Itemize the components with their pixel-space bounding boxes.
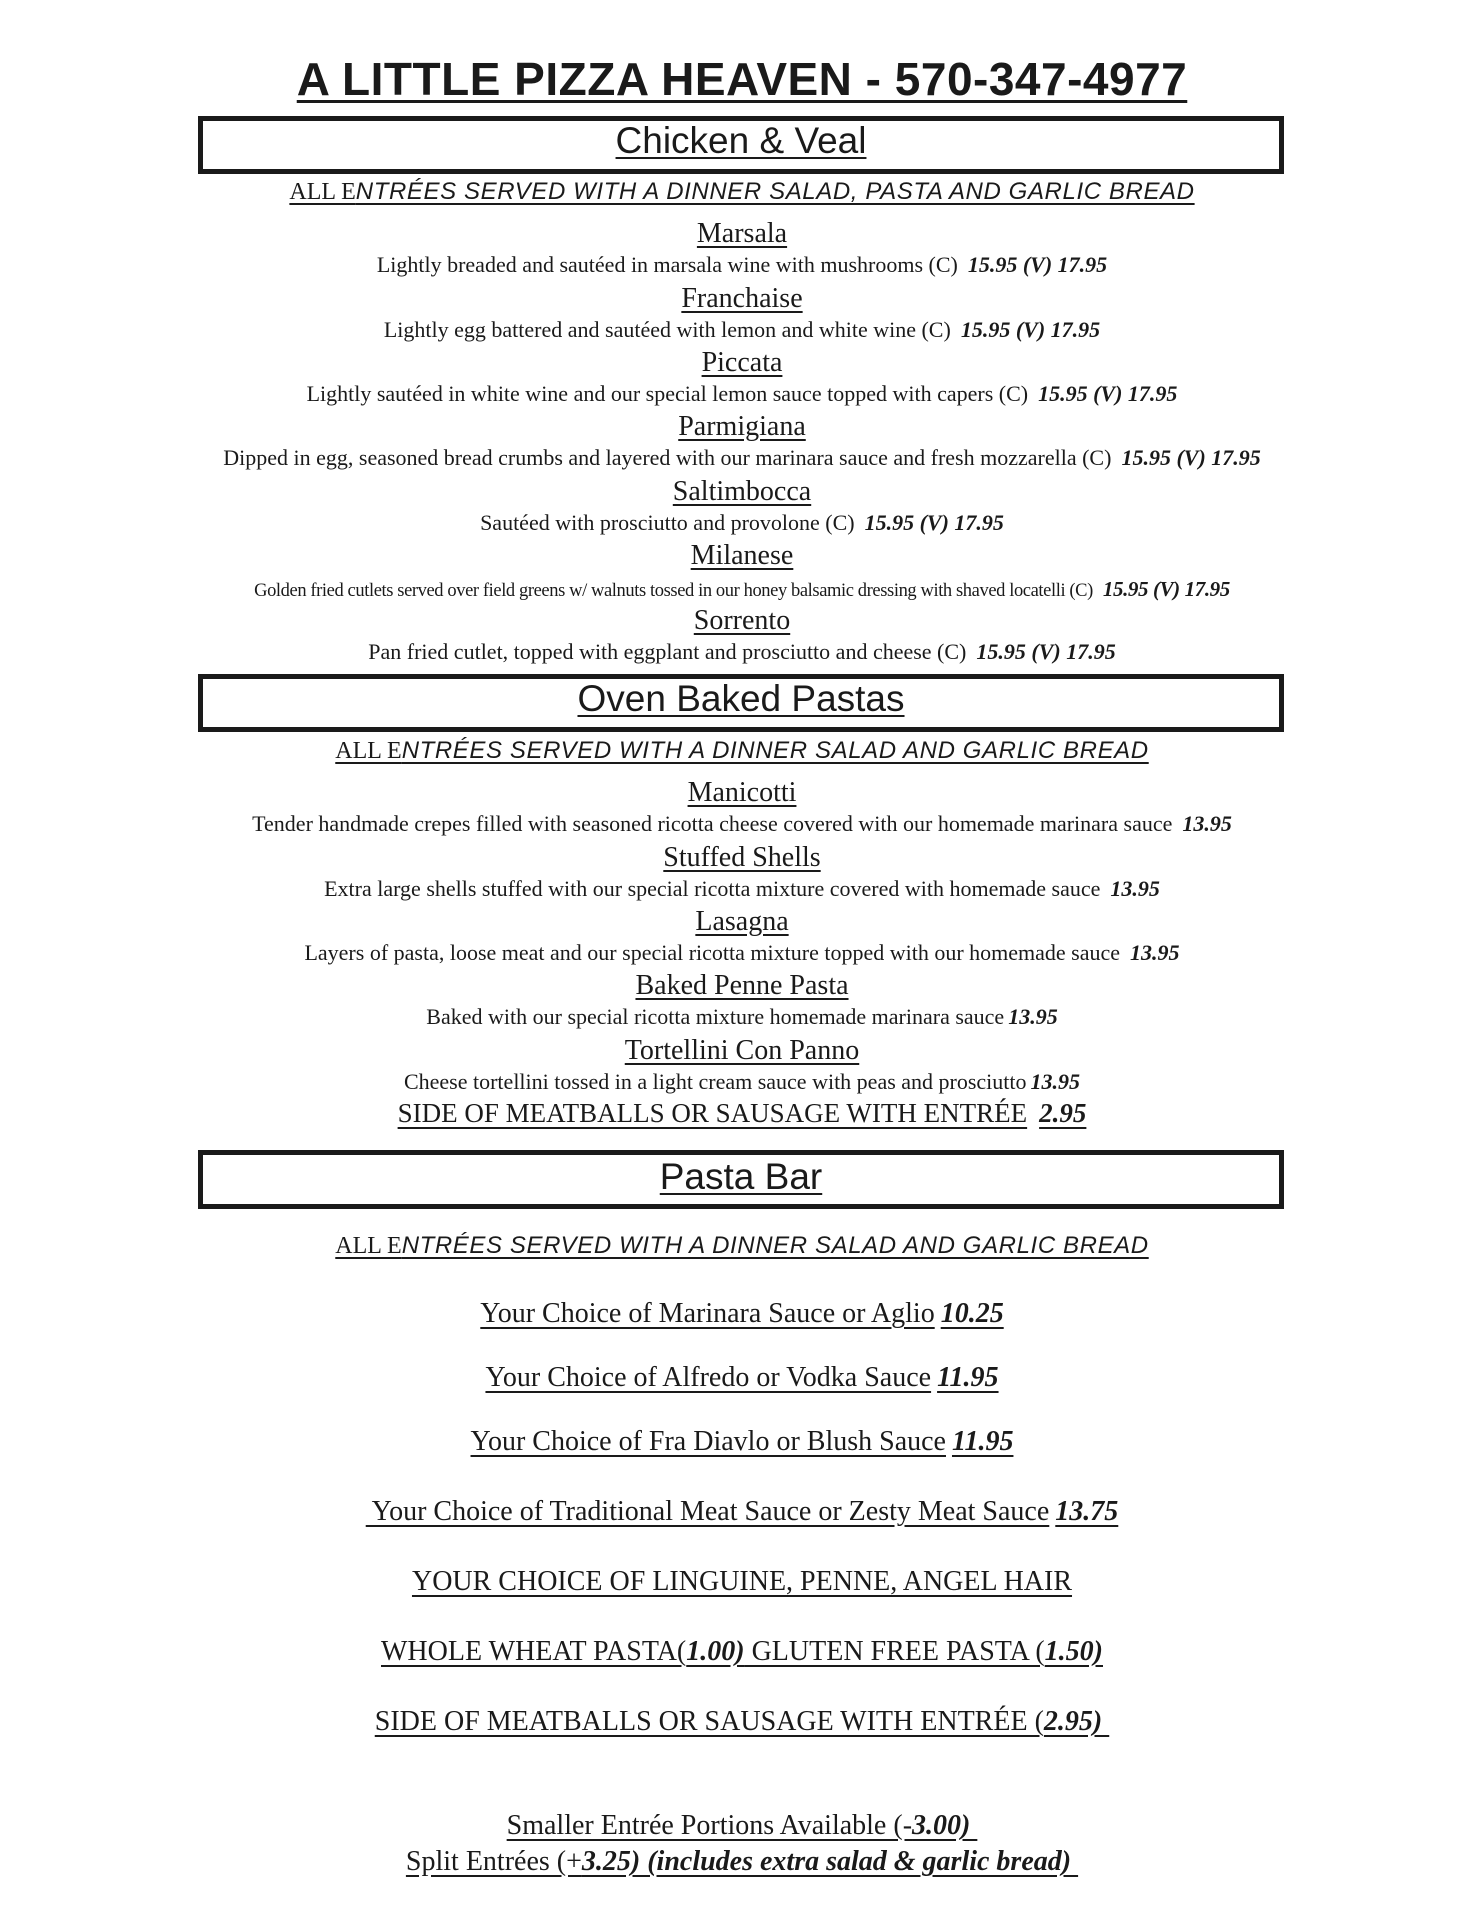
menu-item-name: Manicotti <box>687 777 797 808</box>
smaller-text: Smaller Entrée Portions Available (- <box>506 1810 913 1841</box>
served-note-start: ALL E <box>335 738 402 764</box>
gluten-price: 1.50) <box>1044 1636 1103 1667</box>
menu-item-name: Milanese <box>690 540 794 571</box>
menu-item-desc <box>0 811 1484 837</box>
desc-text: Dipped in egg, seasoned bread crumbs and layered with our marinara sauce and fresh mozzarella (C) <box>223 445 1112 470</box>
menu-item-price: 13.95 <box>1110 876 1160 901</box>
menu-item-name: Franchaise <box>681 283 803 314</box>
option-price: 11.95 <box>951 1426 1014 1457</box>
smaller-portions-note <box>0 1810 1484 1842</box>
served-note-rest: NTRÉES SERVED WITH A DINNER SALAD AND GARLIC BREAD <box>401 737 1149 764</box>
desc-text: Baked with our special ricotta mixture homemade marinara sauce <box>426 1004 1005 1029</box>
menu-item-desc <box>0 876 1484 902</box>
menu-item-price: 13.95 <box>1030 1069 1081 1094</box>
split-price: 3.25) (includes extra salad & garlic bread) <box>581 1846 1079 1877</box>
section-title-chicken-veal: Chicken & Veal <box>615 120 867 161</box>
option-text: Your Choice of Alfredo or Vodka Sauce <box>485 1362 932 1393</box>
desc-text: Extra large shells stuffed with our special ricotta mixture covered with homemade sauce <box>324 876 1101 901</box>
split-text: Split Entrées (+ <box>405 1846 582 1877</box>
pasta-upgrade-note <box>0 1636 1484 1668</box>
desc-text: Golden fried cutlets served over field greens w/ walnuts tossed in our honey balsamic dressing with shaved locatelli (C) <box>254 581 1093 601</box>
menu-item-price: 15.95 (V) 17.95 <box>1121 445 1261 470</box>
menu-item-name: Marsala <box>696 218 788 249</box>
desc-text: Layers of pasta, loose meat and our special ricotta mixture topped with our homemade sauce <box>304 940 1121 965</box>
menu-item-price: 15.95 (V) 17.95 <box>864 510 1004 535</box>
menu-item-price: 13.95 <box>1182 811 1232 836</box>
option-text: Your Choice of Marinara Sauce or Aglio <box>480 1298 935 1329</box>
menu-item-name: Parmigiana <box>678 411 806 442</box>
wheat-price: 1.00) <box>686 1636 745 1667</box>
side-text: SIDE OF MEATBALLS OR SAUSAGE WITH ENTRÉE ( <box>374 1706 1044 1737</box>
desc-text: Lightly breaded and sautéed in marsala wine with mushrooms (C) <box>376 252 958 277</box>
menu-item-name: Sorrento <box>693 605 791 636</box>
menu-item-desc <box>0 317 1484 343</box>
desc-text: Pan fried cutlet, topped with eggplant and prosciutto and cheese (C) <box>368 639 967 664</box>
menu-item-price: 13.95 <box>1130 940 1180 965</box>
served-note-pasta-bar <box>0 1232 1484 1260</box>
pasta-choice-note: YOUR CHOICE OF LINGUINE, PENNE, ANGEL HAIR <box>411 1566 1073 1597</box>
menu-item-name: Saltimbocca <box>672 476 812 507</box>
menu-item-desc <box>0 381 1484 407</box>
option-price: 11.95 <box>937 1362 999 1393</box>
desc-text: Sautéed with prosciutto and provolone (C) <box>480 510 855 535</box>
side-meatballs-note <box>0 1098 1484 1129</box>
menu-item-desc <box>0 577 1484 602</box>
menu-item-desc <box>0 1069 1484 1095</box>
pasta-bar-option <box>0 1496 1484 1528</box>
served-note-rest: NTRÉES SERVED WITH A DINNER SALAD AND GARLIC BREAD <box>401 1232 1149 1259</box>
option-price: 10.25 <box>940 1298 1004 1329</box>
menu-item-name: Piccata <box>701 347 783 378</box>
menu-item-price: 15.95 (V) 17.95 <box>967 252 1108 277</box>
side-meatballs-note <box>0 1706 1484 1738</box>
option-price: 13.75 <box>1055 1496 1119 1527</box>
menu-item-desc <box>0 639 1484 665</box>
gluten-text: GLUTEN FREE PASTA ( <box>744 1636 1045 1667</box>
pasta-bar-option <box>0 1426 1484 1458</box>
side-text: SIDE OF MEATBALLS OR SAUSAGE WITH ENTRÉE <box>397 1098 1028 1128</box>
side-price: 2.95) <box>1043 1706 1110 1737</box>
served-note-rest: NTRÉES SERVED WITH A DINNER SALAD, PASTA AND GARLIC BREAD <box>355 178 1195 205</box>
served-note-oven-baked <box>0 737 1484 765</box>
menu-item-desc <box>0 252 1484 278</box>
desc-text: Lightly egg battered and sautéed with lemon and white wine (C) <box>383 317 951 342</box>
served-note-chicken-veal <box>0 178 1484 206</box>
pasta-bar-option <box>0 1298 1484 1330</box>
section-title-pasta-bar: Pasta Bar <box>659 1156 823 1197</box>
menu-item-name: Lasagna <box>695 906 789 937</box>
split-entrees-note <box>0 1846 1484 1878</box>
desc-text: Tender handmade crepes filled with seasoned ricotta cheese covered with our homemade marinara sauce <box>252 811 1173 836</box>
menu-item-name: Stuffed Shells <box>663 842 821 873</box>
smaller-price: 3.00) <box>912 1810 978 1841</box>
menu-item-desc <box>0 445 1484 471</box>
restaurant-title: A LITTLE PIZZA HEAVEN - 570-347-4977 <box>296 53 1188 105</box>
menu-item-price: 13.95 <box>1008 1004 1058 1029</box>
menu-item-price: 15.95 (V) 17.95 <box>1102 577 1230 601</box>
menu-item-price: 15.95 (V) 17.95 <box>960 317 1101 342</box>
menu-item-price: 15.95 (V) 17.95 <box>976 639 1116 664</box>
menu-item-desc <box>0 510 1484 536</box>
option-text: Your Choice of Fra Diavlo or Blush Sauce <box>470 1426 946 1457</box>
menu-item-name: Baked Penne Pasta <box>635 970 849 1001</box>
side-price: 2.95 <box>1039 1098 1087 1128</box>
section-title-oven-baked: Oven Baked Pastas <box>577 678 905 719</box>
wheat-text: WHOLE WHEAT PASTA( <box>381 1636 687 1667</box>
menu-item-price: 15.95 (V) 17.95 <box>1038 381 1178 406</box>
desc-text: Lightly sautéed in white wine and our special lemon sauce topped with capers (C) <box>306 381 1029 406</box>
pasta-bar-option <box>0 1362 1484 1394</box>
served-note-start: ALL E <box>289 179 356 205</box>
menu-item-name: Tortellini Con Panno <box>624 1035 860 1066</box>
desc-text: Cheese tortellini tossed in a light cream sauce with peas and prosciutto <box>403 1069 1027 1094</box>
menu-item-desc <box>0 1004 1484 1030</box>
served-note-start: ALL E <box>335 1233 402 1259</box>
menu-item-desc <box>0 940 1484 966</box>
option-text: Your Choice of Traditional Meat Sauce or Zesty Meat Sauce <box>365 1496 1050 1527</box>
